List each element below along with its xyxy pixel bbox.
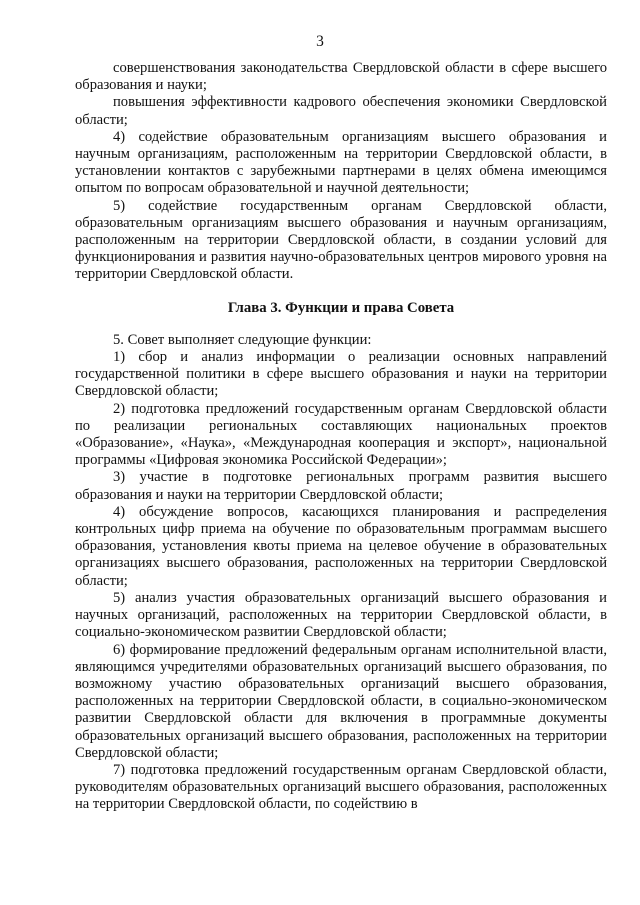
chapter-heading: Глава 3. Функции и права Совета	[227, 299, 455, 316]
paragraph: 3) участие в подготовке региональных программ развития высшего образования и науки на территории Свердловской области;	[75, 469, 607, 503]
paragraph: 6) формирование предложений федеральным органам исполнительной власти, являющимся учредителями образовательных организаций высшего образования, по возможному участию образовательных организаций высшего образования, расположенных на территории Свердловской области, в социально-экономическом развитии Свердловской области для включения в программные документы образовательных организаций высшего образования, расположенных на территории Свердловской области;	[75, 641, 607, 761]
paragraph: 1) сбор и анализ информации о реализации основных направлений государственной политики в сфере высшего образования и науки на территории Свердловской области;	[75, 349, 607, 400]
paragraph: повышения эффективности кадрового обеспечения экономики Свердловской области;	[75, 94, 607, 128]
paragraph: 2) подготовка предложений государственным органам Свердловской области по реализации региональных составляющих национальных проектов «Образование», «Наука», «Международная кооперация и экспорт», национальной программы «Цифровая экономика Российской Федерации»;	[75, 400, 607, 469]
section-chapter-3	[75, 332, 607, 814]
paragraph: совершенствования законодательства Свердловской области в сфере высшего образования и науки;	[75, 60, 607, 94]
paragraph: 4) содействие образовательным организациям высшего образования и научным организациям, расположенным на территории Свердловской области, в установлении контактов с зарубежными партнерами в целях обмена имеющимся опытом по вопросам образовательной и научной деятельности;	[75, 128, 607, 197]
paragraph: 7) подготовка предложений государственным органам Свердловской области, руководителям образовательных организаций высшего образования, расположенных на территории Свердловской области, по содействию в	[75, 761, 607, 813]
document-body	[75, 60, 607, 814]
section-chapter-2-end	[75, 60, 607, 284]
paragraph: 4) обсуждение вопросов, касающихся планирования и распределения контрольных цифр приема на обучение по образовательным программам высшего образования, установления квоты приема на целевое обучение в образовательных организациях высшего образования, расположенных на территории Свердловской области;	[75, 503, 607, 589]
page-number: 3	[316, 33, 324, 50]
paragraph: 5. Совет выполняет следующие функции:	[113, 331, 372, 348]
paragraph: 5) содействие государственным органам Свердловской области, образовательным организациям высшего образования и научным организациям, расположенным на территории Свердловской области, в создании условий для функционирования и развития научно-образовательных центров мирового уровня на территории Свердловской области.	[75, 197, 607, 283]
paragraph: 5) анализ участия образовательных организаций высшего образования и научных организаций, расположенных на территории Свердловской области, в социально-экономическом развитии Свердловской области;	[75, 589, 607, 641]
